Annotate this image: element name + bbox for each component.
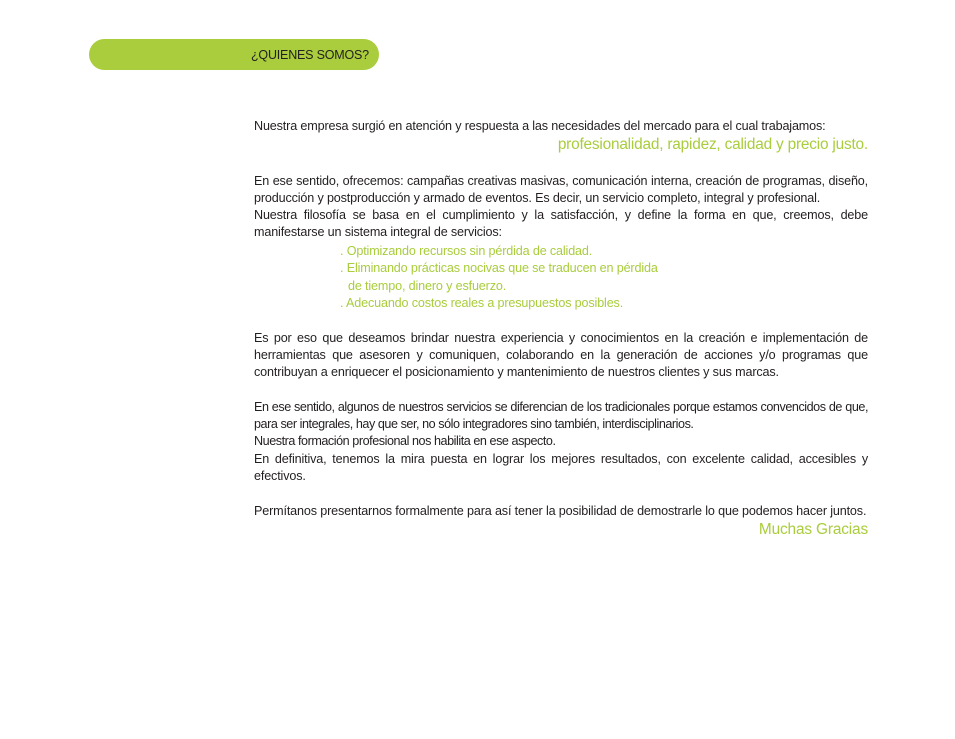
philosophy-paragraph: Nuestra filosofía se basa en el cumplimiento y la satisfacción, y define la forma en que, creemos, debe manifestarse un sistema integral de servicios: [254,208,868,240]
formation-paragraph: Nuestra formación profesional nos habilita en ese aspecto. [254,434,556,449]
presentation-paragraph: Permítanos presentarnos formalmente para así tener la posibilidad de demostrarle lo que podemos hacer juntos. [254,503,867,518]
results-paragraph: En definitiva, tenemos la mira puesta en lograr los mejores resultados, con excelente calidad, accesibles y efectivos. [254,451,868,484]
offer-paragraph: En ese sentido, ofrecemos: campañas creativas masivas, comunicación interna, creación de programas, diseño, producción y postproducción y armado de eventos. Es decir, un servicio completo, integral y profesional. [254,173,868,205]
intro-highlight: profesionalidad, rapidez, calidad y precio justo. [557,136,868,154]
list-item: de tiempo, dinero y esfuerzo. [348,278,507,293]
main-content [254,118,868,540]
closing-text: Muchas Gracias [758,520,868,538]
bullet-list [340,243,868,313]
list-item: . Eliminando prácticas nocivas que se traducen en pérdida [340,261,658,276]
list-item: . Adecuando costos reales a presupuestos posibles. [340,296,624,310]
experience-paragraph: Es por eso que deseamos brindar nuestra experiencia y conocimientos en la creación e implementación de herramientas que asesoren y comuniquen, colaborando en la generación de acciones y/o programas que contribuyan a enriquecer el posicionamiento y mantenimiento de nuestros clientes y sus marcas. [254,330,868,380]
list-item: . Optimizando recursos sin pérdida de calidad. [340,243,593,258]
intro-paragraph: Nuestra empresa surgió en atención y respuesta a las necesidades del mercado para el cual trabajamos: [254,119,826,133]
page-title: ¿QUIENES SOMOS? [251,48,369,62]
services-paragraph: En ese sentido, algunos de nuestros servicios se diferencian de los tradicionales porque estamos convencidos de que, para ser integrales, hay que ser, no sólo integradores sino también, interdisciplinarios. [254,399,868,432]
